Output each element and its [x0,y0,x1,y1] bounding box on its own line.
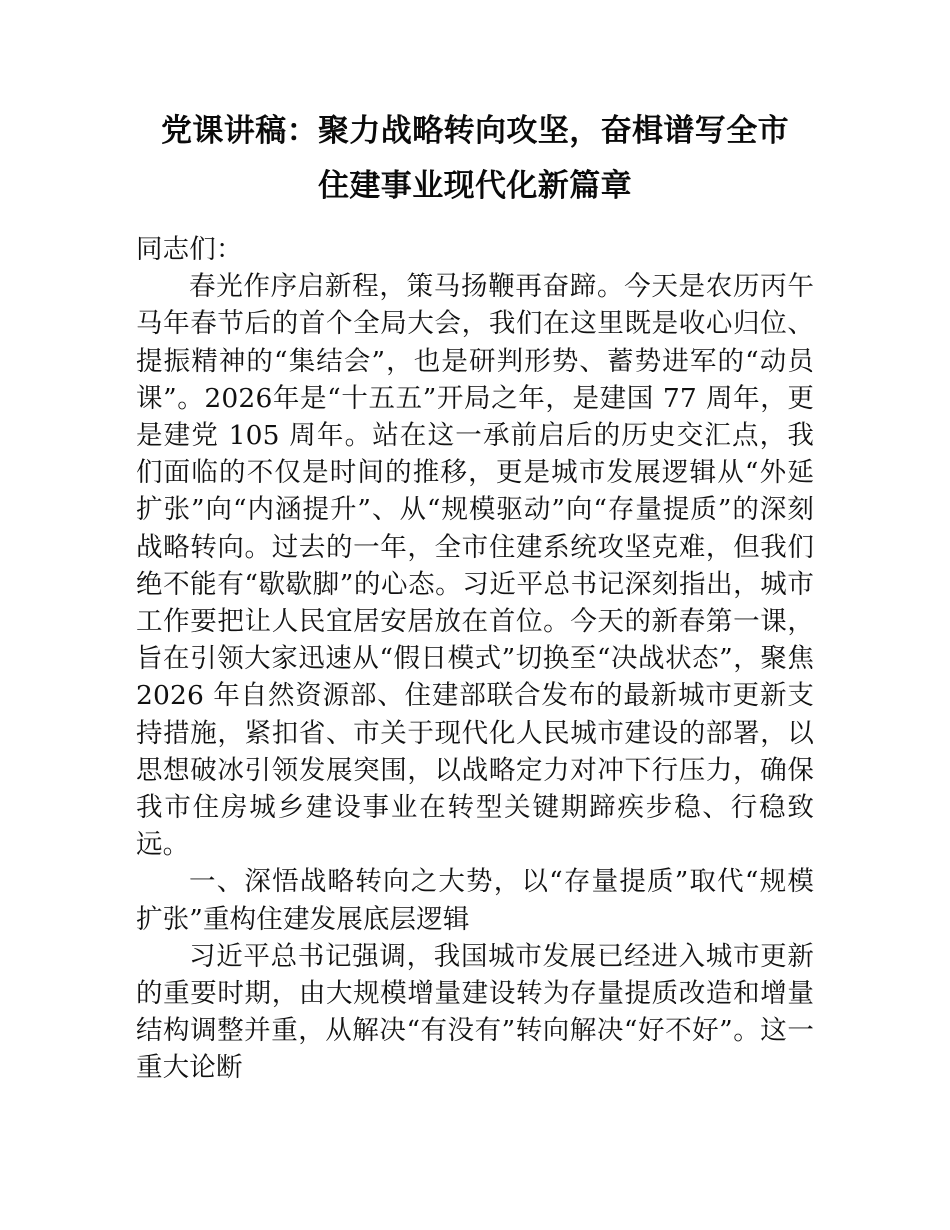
section-heading-one: 一、深悟战略转向之大势，以“存量提质”取代“规模扩张”重构住建发展底层逻辑 [136,866,814,935]
paragraph-section-one-body: 习近平总书记强调，我国城市发展已经进入城市更新的重要时期，由大规模增量建设转为存量提质改造和增量结构调整并重，从解决“有没有”转向解决“好不好”。这一重大论断 [136,940,814,1084]
page-content-area [136,0,814,1087]
page-title-line-1: 党课讲稿：聚力战略转向攻坚，奋楫谱写全市 [161,113,789,148]
document-body [136,231,814,1087]
page-title-line-2: 住建事业现代化新篇章 [318,168,632,203]
page-title [136,0,814,213]
paragraph-opening: 春光作序启新程，策马扬鞭再奋蹄。今天是农历丙午马年春节后的首个全局大会，我们在这里既是收心归位、提振精神的“集结会”，也是研判形势、蓄势进军的“动员课”。2026年是“十五五”开局之年，是建国 77 周年，更是建党 105 周年。站在这一承前启后的历史交汇点，我们面临的不仅是时间的推移，更是城市发展逻辑从“外延扩张”向“内涵提升”、从“规模驱动”向“存量提质”的深刻战略转向。过去的一年，全市住建系统攻坚克难，但我们绝不能有“歇歇脚”的心态。习近平总书记深刻指出，城市工作要把让人民宜居安居放在首位。今天的新春第一课，旨在引领大家迅速从“假日模式”切换至“决战状态”，聚焦 2026 年自然资源部、住建部联合发布的最新城市更新支持措施，紧扣省、市关于现代化人民城市建设的部署，以思想破冰引领发展突围，以战略定力对冲下行压力，确保我市住房城乡建设事业在转型关键期蹄疾步稳、行稳致远。 [136,271,814,861]
salutation-line: 同志们： [136,234,243,265]
